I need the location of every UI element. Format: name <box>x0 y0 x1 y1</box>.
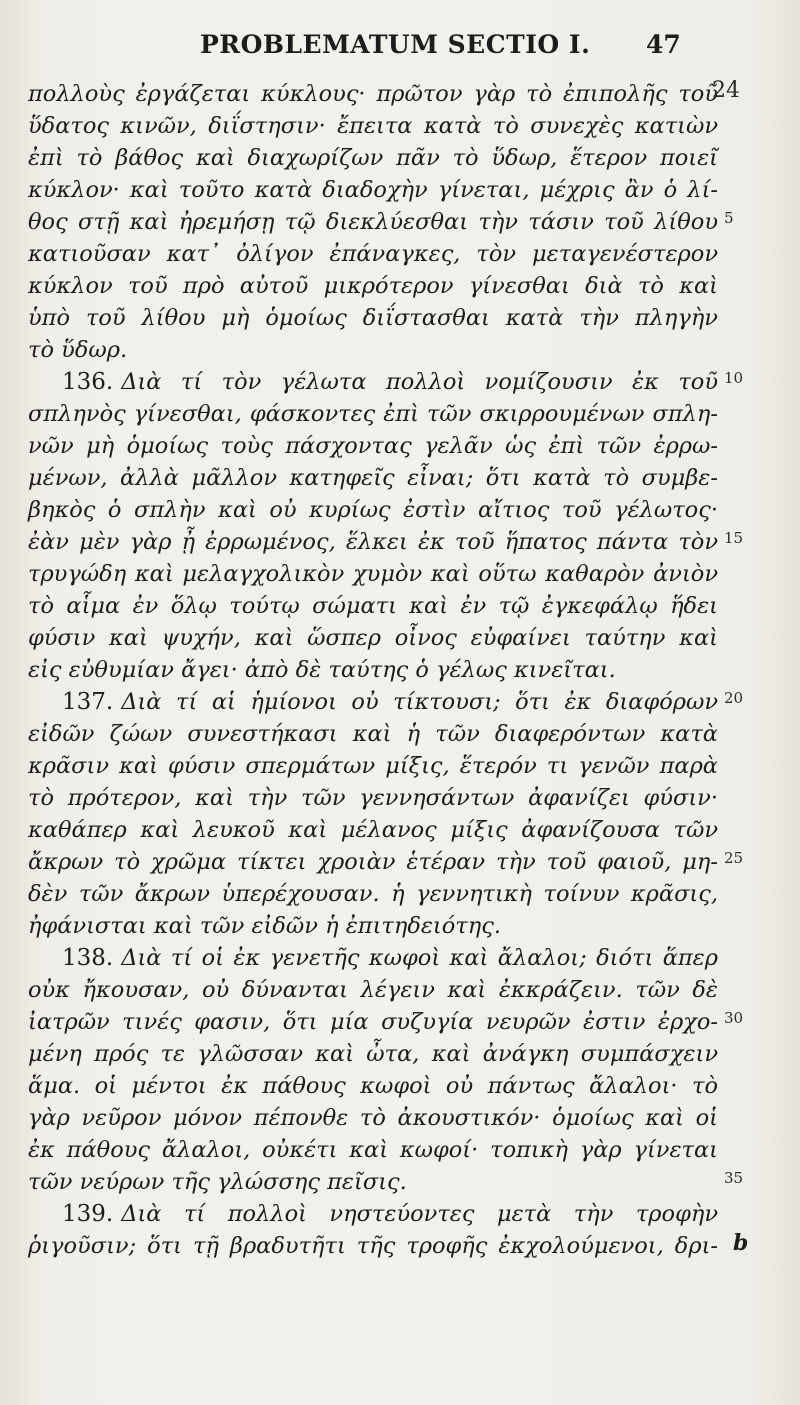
text-line <box>28 1006 718 1038</box>
line-text: Διὰ τί αἱ ἡμίονοι οὐ τίκτουσι; ὅτι ἐκ διαφόρων <box>121 689 718 715</box>
margin-line-number: 24 <box>712 78 740 103</box>
text-line <box>28 430 718 462</box>
line-text: εἰς εὐθυμίαν ἄγει· ἀπὸ δὲ ταύτης ὁ γέλως κινεῖται. <box>28 657 616 683</box>
text-line <box>28 622 718 654</box>
line-text: τῶν νεύρων τῆς γλώσσης πεῖσις. <box>28 1169 407 1195</box>
text-line <box>28 718 718 750</box>
line-text: τὸ πρότερον, καὶ τὴν τῶν γεννησάντων ἀφανίζει φύσιν· <box>28 785 718 811</box>
margin-line-number: 15 <box>724 529 744 547</box>
text-line <box>28 142 718 174</box>
text-line <box>28 302 718 334</box>
text-line <box>28 750 718 782</box>
line-text: Διὰ τί πολλοὶ νηστεύοντες μετὰ τὴν τροφὴν <box>121 1201 718 1227</box>
margin-line-number: 25 <box>724 849 744 867</box>
text-line <box>28 110 718 142</box>
text-line <box>28 1230 718 1262</box>
text-line <box>28 974 718 1006</box>
text-line <box>28 366 718 398</box>
text-line <box>28 238 718 270</box>
page-header <box>0 30 800 66</box>
line-text: ἅμα. οἱ μέντοι ἐκ πάθους κωφοὶ οὐ πάντως ἄλαλοι· τὸ <box>28 1073 718 1099</box>
line-text: κατιοῦσαν κατ᾽ ὀλίγον ἐπάναγκες, τὸν μεταγενέστερον <box>28 241 718 267</box>
line-text: ὑπὸ τοῦ λίθου μὴ ὁμοίως διΐστασθαι κατὰ τὴν πληγὴν <box>28 305 718 331</box>
text-line <box>28 814 718 846</box>
text-line <box>28 782 718 814</box>
margin-line-number: 30 <box>724 1009 744 1027</box>
line-text: βηκὸς ὁ σπλὴν καὶ οὐ κυρίως ἐστὶν αἴτιος τοῦ γέλωτος· <box>28 497 718 523</box>
line-text: οὐκ ἤκουσαν, οὐ δύνανται λέγειν καὶ ἐκκράζειν. τῶν δὲ <box>28 977 718 1003</box>
line-text: τρυγώδη καὶ μελαγχολικὸν χυμὸν καὶ οὕτω καθαρὸν ἀνιὸν <box>28 561 718 587</box>
line-text: πολλοὺς ἐργάζεται κύκλους· πρῶτον γὰρ τὸ ἐπιπολῆς τοῦ <box>28 81 718 107</box>
section-number: 137. <box>62 689 114 715</box>
line-text: ῥιγοῦσιν; ὅτι τῇ βραδυτῆτι τῆς τροφῆς ἐκχολούμενοι, δρι- <box>28 1233 718 1259</box>
text-line <box>28 526 718 558</box>
line-text: Διὰ τί τὸν γέλωτα πολλοὶ νομίζουσιν ἐκ τοῦ <box>121 369 718 395</box>
text-line <box>28 654 718 686</box>
text-line <box>28 846 718 878</box>
margin-line-number: 5 <box>724 209 734 227</box>
text-line <box>28 590 718 622</box>
line-text: μένων, ἀλλὰ μᾶλλον κατηφεῖς εἶναι; ὅτι κατὰ τὸ συμβε- <box>28 465 718 491</box>
line-text: νῶν μὴ ὁμοίως τοὺς πάσχοντας γελᾶν ὡς ἐπὶ τῶν ἐρρω- <box>28 433 718 459</box>
line-text: εἰδῶν ζώων συνεστήκασι καὶ ἡ τῶν διαφερόντων κατὰ <box>28 721 718 747</box>
line-text: σπληνὸς γίνεσθαι, φάσκοντες ἐπὶ τῶν σκιρρουμένων σπλη- <box>28 401 718 427</box>
line-text: κύκλον· καὶ τοῦτο κατὰ διαδοχὴν γίνεται, μέχρις ἂν ὁ λί- <box>28 177 718 203</box>
line-text: τὸ ὕδωρ. <box>28 337 128 363</box>
margin-line-number: 10 <box>724 369 744 387</box>
line-text: γὰρ νεῦρον μόνον πέπονθε τὸ ἀκουστικόν· ὁμοίως καὶ οἱ <box>28 1105 718 1131</box>
line-text: μένη πρός τε γλῶσσαν καὶ ὦτα, καὶ ἀνάγκη συμπάσχειν <box>28 1041 718 1067</box>
line-text: ἄκρων τὸ χρῶμα τίκτει χροιὰν ἑτέραν τὴν τοῦ φαιοῦ, μη- <box>28 849 718 875</box>
text-line <box>28 270 718 302</box>
line-text: κρᾶσιν καὶ φύσιν σπερμάτων μίξις, ἕτερόν τι γενῶν παρὰ <box>28 753 718 779</box>
text-line <box>28 558 718 590</box>
text-line <box>28 334 718 366</box>
text-line <box>28 206 718 238</box>
text-line <box>28 174 718 206</box>
page-number: 47 <box>646 30 681 59</box>
text-line <box>28 910 718 942</box>
text-line <box>28 398 718 430</box>
line-text: ἰατρῶν τινές φασιν, ὅτι μία συζυγία νευρῶν ἐστιν ἐρχο- <box>28 1009 718 1035</box>
line-text: θος στῇ καὶ ἠρεμήσῃ τῷ διεκλύεσθαι τὴν τάσιν τοῦ λίθου <box>28 209 718 235</box>
text-line <box>28 1070 718 1102</box>
line-text: τὸ αἷμα ἐν ὅλῳ τούτῳ σώματι καὶ ἐν τῷ ἐγκεφάλῳ ἥδει <box>28 593 718 619</box>
text-line <box>28 1134 718 1166</box>
line-text: ὕδατος κινῶν, διΐστησιν· ἔπειτα κατὰ τὸ συνεχὲς κατιὼν <box>28 113 718 139</box>
margin-line-number: 20 <box>724 689 744 707</box>
text-line <box>28 686 718 718</box>
section-number: 136. <box>62 369 114 395</box>
line-text: καθάπερ καὶ λευκοῦ καὶ μέλανος μίξις ἀφανίζουσα τῶν <box>28 817 718 843</box>
text-line <box>28 942 718 974</box>
section-number: 139. <box>62 1201 114 1227</box>
line-text: Διὰ τί οἱ ἐκ γενετῆς κωφοὶ καὶ ἄλαλοι; διότι ἅπερ <box>121 945 718 971</box>
line-text: δὲν τῶν ἄκρων ὑπερέχουσαν. ἡ γεννητικὴ τοίνυν κρᾶσις, <box>28 881 718 907</box>
text-line <box>28 78 718 110</box>
greek-text-body <box>28 78 718 1262</box>
section-number: 138. <box>62 945 114 971</box>
text-line <box>28 878 718 910</box>
signature-mark: b <box>733 1230 749 1256</box>
running-head: PROBLEMATUM SECTIO I. <box>200 30 591 59</box>
line-text: ἐπὶ τὸ βάθος καὶ διαχωρίζων πᾶν τὸ ὕδωρ, ἕτερον ποιεῖ <box>28 145 718 171</box>
text-line <box>28 1166 718 1198</box>
text-line <box>28 1038 718 1070</box>
text-line <box>28 462 718 494</box>
text-line <box>28 494 718 526</box>
line-text: ἐκ πάθους ἄλαλοι, οὐκέτι καὶ κωφοί· τοπικὴ γὰρ γίνεται <box>28 1137 718 1163</box>
line-text: φύσιν καὶ ψυχήν, καὶ ὥσπερ οἶνος εὐφαίνει ταύτην καὶ <box>28 625 718 651</box>
margin-line-number: 35 <box>724 1169 744 1187</box>
text-line <box>28 1198 718 1230</box>
text-line <box>28 1102 718 1134</box>
line-text: κύκλον τοῦ πρὸ αὐτοῦ μικρότερον γίνεσθαι διὰ τὸ καὶ <box>28 273 718 299</box>
line-text: ἐὰν μὲν γὰρ ᾖ ἐρρωμένος, ἕλκει ἐκ τοῦ ἥπατος πάντα τὸν <box>28 529 718 555</box>
line-text: ἠφάνισται καὶ τῶν εἰδῶν ἡ ἐπιτηδειότης. <box>28 913 501 939</box>
